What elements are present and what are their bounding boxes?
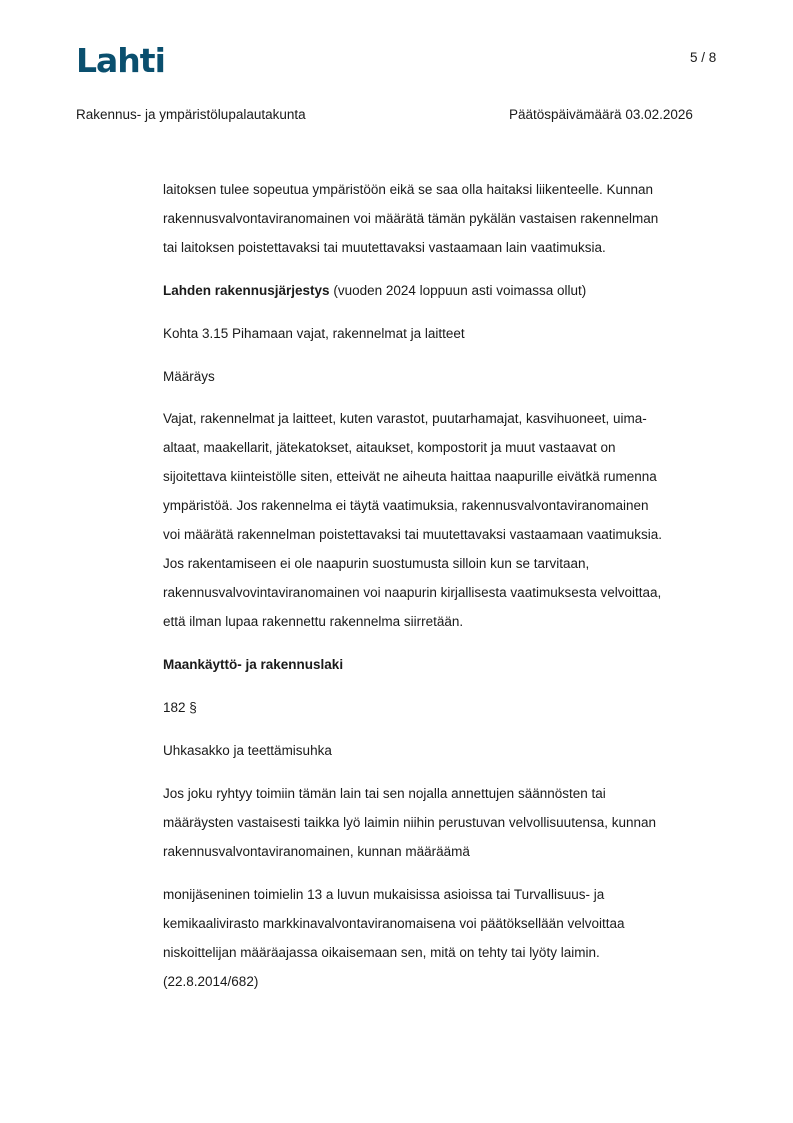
paragraph-line: Jos rakentamiseen ei ole naapurin suostumusta silloin kun se tarvitaan,	[163, 556, 590, 571]
paragraph-line: niskoittelijan määräajassa oikaisemaan sen, mitä on tehty tai lyöty laimin.	[163, 945, 600, 960]
section-number: 182 §	[163, 700, 197, 715]
section-title: Kohta 3.15 Pihamaan vajat, rakennelmat ja laitteet	[163, 326, 465, 341]
paragraph-line: ympäristöä. Jos rakennelma ei täytä vaatimuksia, rakennusvalvontaviranomainen	[163, 498, 649, 513]
paragraph-line: laitoksen tulee sopeutua ympäristöön eikä se saa olla haitaksi liikenteelle. Kunnan	[163, 182, 654, 197]
paragraph-line: Vajat, rakennelmat ja laitteet, kuten varastot, puutarhamajat, kasvihuoneet, uima-	[163, 411, 647, 426]
section-name: Uhkasakko ja teettämisuhka	[163, 743, 332, 758]
paragraph-line: voi määrätä rakennelman poistettavaksi tai muutettavaksi vastaamaan vaatimuksia.	[163, 527, 662, 542]
maarays-label: Määräys	[163, 369, 215, 384]
decision-date: Päätöspäivämäärä 03.02.2026	[509, 107, 693, 122]
committee-name: Rakennus- ja ympäristölupalautakunta	[76, 107, 306, 122]
heading-mrl	[163, 657, 343, 672]
paragraph-line: rakennusvalvovintaviranomainen voi naapurin kirjallisesta vaatimuksesta velvoittaa,	[163, 585, 662, 600]
paragraph-line: monijäseninen toimielin 13 a luvun mukaisissa asioissa tai Turvallisuus- ja	[163, 887, 605, 902]
lahti-logo: Lahti	[76, 41, 165, 80]
heading-bold: Maankäyttö- ja rakennuslaki	[163, 657, 344, 672]
law-reference: (22.8.2014/682)	[163, 974, 259, 989]
paragraph-line: tai laitoksen poistettavaksi tai muutettavaksi vastaamaan lain vaatimuksia.	[163, 240, 606, 255]
paragraph-line: määräysten vastaisesti taikka lyö laimin niihin perustuvan velvollisuutensa, kunnan	[163, 815, 657, 830]
paragraph-line: sijoitettava kiinteistölle siten, etteivät ne aiheuta haittaa naapurille eivätkä rumenna	[163, 469, 657, 484]
paragraph-line: altaat, maakellarit, jätekatokset, aitaukset, kompostorit ja muut vastaavat on	[163, 440, 616, 455]
heading-note: (vuoden 2024 loppuun asti voimassa ollut)	[329, 283, 587, 298]
paragraph-line: kemikaalivirasto markkinavalvontaviranomaisena voi päätöksellään velvoittaa	[163, 916, 625, 931]
paragraph-line: rakennusvalvontaviranomainen voi määrätä tämän pykälän vastaisen rakennelman	[163, 211, 659, 226]
heading-bold: Lahden rakennusjärjestys	[163, 283, 330, 298]
heading-rakennusjarjestys	[163, 283, 586, 298]
paragraph-line: Jos joku ryhtyy toimiin tämän lain tai sen nojalla annettujen säännösten tai	[163, 786, 606, 801]
paragraph-line: että ilman lupaa rakennettu rakennelma siirretään.	[163, 614, 464, 629]
page-number: 5 / 8	[690, 50, 717, 65]
paragraph-line: rakennusvalvontaviranomainen, kunnan määräämä	[163, 844, 470, 859]
